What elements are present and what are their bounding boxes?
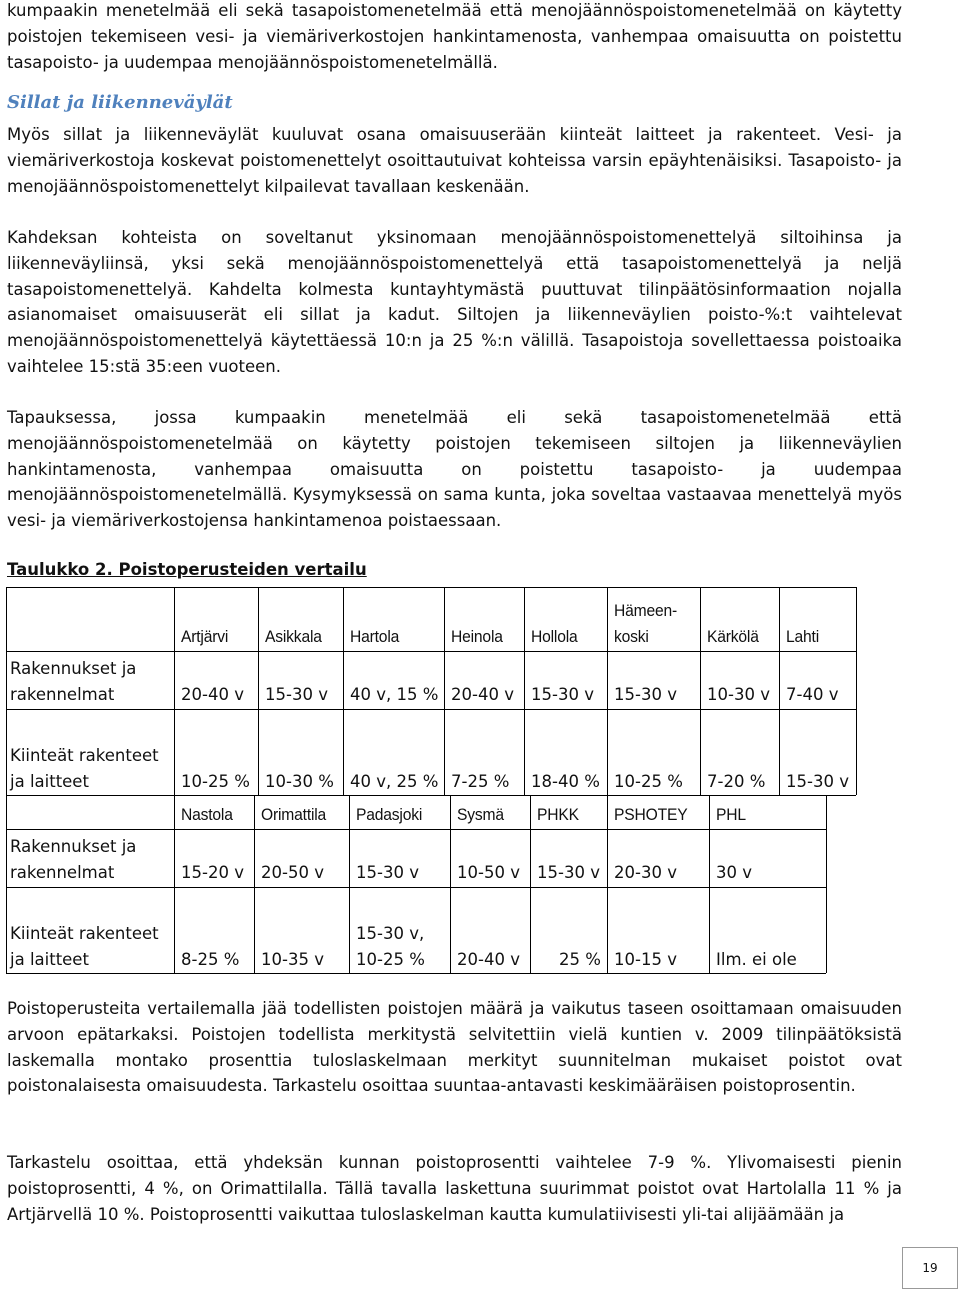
table-border (174, 795, 175, 973)
page-number: 19 (902, 1247, 958, 1289)
table-cell: 15-30 v (265, 685, 328, 704)
column-header: PSHOTEY (614, 805, 688, 824)
column-header: Heinola (451, 627, 503, 646)
table-cell: 25 % (559, 950, 601, 969)
column-header: Nastola (181, 805, 233, 824)
table-cell: 20-40 v (457, 950, 520, 969)
column-header: Sysmä (457, 805, 504, 824)
column-header: Padasjoki (356, 805, 423, 824)
table-border (779, 587, 780, 795)
table-cell: 40 v, 25 % (350, 772, 439, 791)
table-cell: 20-40 v (451, 685, 514, 704)
table-border (607, 795, 608, 973)
table-cell: 10-25 % (181, 772, 250, 791)
table-border (826, 795, 827, 973)
table-border (6, 587, 856, 588)
column-header: Hollola (531, 627, 578, 646)
table-cell: 18-40 % (531, 772, 600, 791)
column-header: Hartola (350, 627, 400, 646)
table-cell: 15-30 v (537, 863, 600, 882)
row-label: Rakennukset ja rakennelmat (10, 659, 137, 704)
column-header: Artjärvi (181, 627, 229, 646)
table-border (607, 587, 608, 795)
table-border (254, 795, 255, 973)
paragraph-intro: kumpaakin menetelmää eli sekä tasapoistomenetelmää että menojäännöspoistomenetelmää on käytetty poistojen tekemiseen vesi- ja viemäriverkostojen hankintamenosta, vanhempaa omaisuutta on poistettu tasapoisto- ja uudempaa menojäännöspoistomenetelmällä. (7, 1, 902, 72)
table-border (174, 587, 175, 795)
table-cell: 20-50 v (261, 863, 324, 882)
column-header: Kärkölä (707, 627, 759, 646)
table-border (343, 587, 344, 795)
row-label: Rakennukset ja rakennelmat (10, 837, 137, 882)
table-border (6, 651, 856, 652)
table-cell: 10-50 v (457, 863, 520, 882)
paragraph-methods: Kahdeksan kohteista on soveltanut yksinomaan menojäännöspoistomenettelyä siltoihinsa ja liikenneväyliinsä, yksi sekä menojäännöspoistomenettelyä että tasapoistomenettelyä ja neljä tasapoistomenettelyä. Kahdelta kolmesta kuntayhtymästä puuttuvat tilinpäätösinformaation nojalla asianomaiset omaisuuserät eli sillat ja kadut. Siltojen ja liikenneväylien poisto-%:t vaihtelevat menojäännöspoistomenettelyä käytettäessä 10:n ja 25 %:n välillä. Tasapoistoja sovellettaessa poistoaika vaihtelee 15:stä 35:een vuoteen. (7, 228, 902, 376)
table-cell: Ilm. ei ole (716, 950, 797, 969)
table-cell: 10-30 % (265, 772, 334, 791)
table-cell: 8-25 % (181, 950, 240, 969)
paragraph-conclusion: Tarkastelu osoittaa, että yhdeksän kunnan poistoprosentti vaihtelee 7-9 %. Ylivomaisesti pienin poistoprosentti, 4 %, on Orimattilalla. Tällä tavalla laskettuna suurimmat poistot ovat Hartolalla 11 % ja Artjärvellä 10 %. Poistoprosentti vaikuttaa tuloslaskelman kautta kumulatiivisesti yli-tai alijäämään ja (7, 1153, 902, 1224)
table-border (258, 587, 259, 795)
table-border (530, 795, 531, 973)
paragraph-case: Tapauksessa, jossa kumpaakin menetelmää eli sekä tasapoistomenetelmää että menojäännöspoistomenetelmää on käytetty poistojen tekemiseen siltojen ja liikenneväylien hankintamenosta, vanhempaa omaisuutta on poistettu tasapoisto- ja uudempaa menojäännöspoistomenetelmällä. Kysymyksessä on sama kunta, joka soveltaa vastaavaa menettelyä myös vesi- ja viemäriverkostojensa hankintamenoa poistaessaan. (7, 408, 902, 531)
table-cell: 30 v (716, 863, 753, 882)
table-cell: 10-35 v (261, 950, 324, 969)
table-cell: 7-40 v (786, 685, 839, 704)
table-cell: 15-30 v (531, 685, 594, 704)
table-cell: 10-15 v (614, 950, 677, 969)
column-header: Asikkala (265, 627, 322, 646)
table-cell: 15-30 v (614, 685, 677, 704)
table-border (700, 587, 701, 795)
table-border (444, 587, 445, 795)
table-cell: 20-40 v (181, 685, 244, 704)
table-border (6, 973, 826, 974)
table-border (349, 795, 350, 973)
row-label: Kiinteät rakenteet ja laitteet (10, 746, 159, 791)
table-cell: 20-30 v (614, 863, 677, 882)
table-border (6, 887, 826, 888)
column-header: Orimattila (261, 805, 327, 824)
table-border (450, 795, 451, 973)
table-cell: 15-30 v (786, 772, 849, 791)
table-cell: 7-20 % (707, 772, 766, 791)
table-border (6, 709, 856, 710)
row-label: Kiinteät rakenteet ja laitteet (10, 924, 159, 969)
table-cell: 15-20 v (181, 863, 244, 882)
table-cell: 15-30 v (356, 863, 419, 882)
table-border (524, 587, 525, 795)
paragraph-comparison: Poistoperusteita vertailemalla jää todellisten poistojen määrä ja vaikutus taseen osoittamaan omaisuuden arvoon epätarkaksi. Poistojen todellista merkitystä selvitettiin vielä kuntien v. 2009 tilinpäätöksistä laskemalla montako prosenttia tuloslaskelmaan merkityt suunnitelman mukaiset poistot ovat poistonalaisesta omaisuudesta. Tarkastelu osoittaa suuntaa-antavasti keskimääräisen poistoprosentin. (7, 999, 902, 1096)
column-header: PHL (716, 805, 746, 824)
paragraph-bridges: Myös sillat ja liikenneväylät kuuluvat osana omaisuuserään kiinteät laitteet ja rakenteet. Vesi- ja viemäriverkostoja koskevat poistomenettelyt osoittautuivat kohteissa varsin epäyhtenäisiksi. Tasapoisto- ja menojäännöspoistomenettelyt kilpailevat tavallaan keskenään. (7, 125, 902, 196)
table-border (709, 795, 710, 973)
table-border (6, 587, 7, 795)
table-border (6, 829, 826, 830)
column-header: Hämeen- koski (614, 601, 678, 646)
table-caption: Taulukko 2. Poistoperusteiden vertailu (7, 560, 367, 579)
table-cell: 40 v, 15 % (350, 685, 439, 704)
table-cell: 10-30 v (707, 685, 770, 704)
section-heading: Sillat ja liikenneväylät (7, 92, 233, 113)
column-header: PHKK (537, 805, 579, 824)
table-border (856, 587, 857, 795)
table-border (6, 795, 856, 796)
column-header: Lahti (786, 627, 820, 646)
table-cell: 10-25 % (614, 772, 683, 791)
table-cell: 7-25 % (451, 772, 510, 791)
table-cell: 15-30 v, 10-25 % (356, 924, 425, 969)
table-border (6, 795, 7, 973)
